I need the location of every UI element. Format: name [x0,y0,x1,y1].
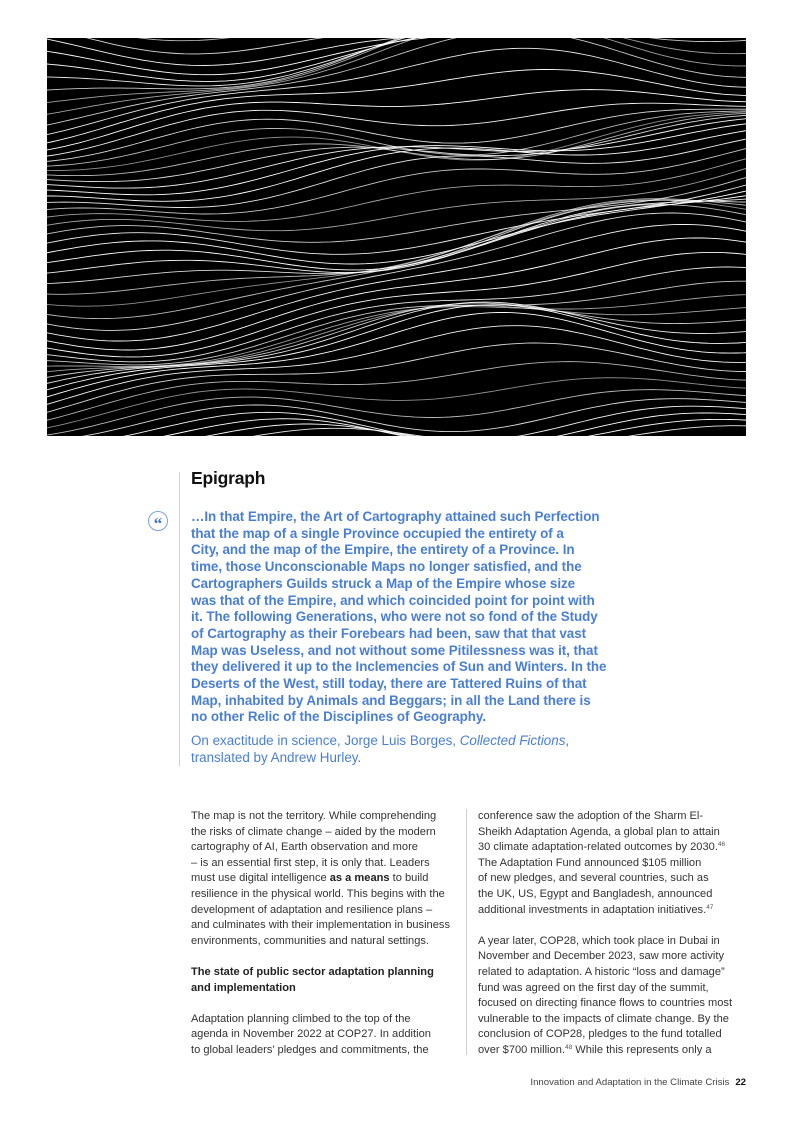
body-line: related to adaptation. A historic “loss and damage” [478,965,725,978]
body-text: While this represents only a [572,1043,712,1056]
body-text: over $700 million. [478,1043,565,1056]
section-subheading [191,965,463,981]
attribution-book-title: Collected Fictions [459,733,566,748]
attribution-suffix: , [565,733,570,748]
footer-title: Innovation and Adaptation in the Climate Crisis [530,1077,730,1088]
epigraph-heading: Epigraph [191,468,266,488]
body-line: Adaptation planning climbed to the top of the [191,1012,411,1025]
body-line [191,871,463,887]
wave-line [47,225,746,342]
page-number: 22 [735,1077,746,1088]
wave-line [47,199,746,274]
wave-line [47,38,746,81]
body-line: The Adaptation Fund announced $105 million [478,856,702,869]
body-line: to global leaders’ pledges and commitments, the [191,1043,429,1056]
quote-line: Cartographers Guilds struck a Map of the Empire whose size [191,575,576,591]
wave-line [47,362,746,423]
quote-line: it. The following Generations, who were not so fond of the Study [191,609,598,625]
body-line: The map is not the territory. While comprehending [191,810,437,822]
quote-line: no other Relic of the Disciplines of Geography. [191,709,487,725]
body-line: conclusion of COP28, pledges to the fund totalled [478,1028,722,1041]
quote-line: Deserts of the West, still today, there are Tattered Ruins of that [191,676,587,692]
body-line: vulnerable to the impacts of climate change. By the [478,1012,729,1025]
section-subheading [191,981,463,997]
wave-line [47,390,746,436]
body-line: November and December 2023, saw more activity [478,950,725,963]
body-line: fund was agreed on the first day of the summit, [478,981,709,994]
quote-line: that the map of a single Province occupied the entirety of a [191,525,564,541]
footnote-ref[interactable]: 48 [564,1043,573,1051]
attribution-translator: translated by Andrew Hurley. [191,749,362,765]
footnote-ref[interactable]: 47 [706,903,714,911]
body-line: Sheikh Adaptation Agenda, a global plan to attain [478,825,720,838]
wave-line [47,176,746,242]
body-text: must use digital intelligence [191,872,330,885]
epigraph-rule [179,472,180,766]
body-text: 30 climate adaptation-related outcomes by 2030. [478,841,718,854]
body-line: focused on directing finance flows to countries most [478,997,733,1010]
wave-line [47,111,746,167]
subheading-line: and implementation [191,981,296,994]
column-divider [466,809,467,1055]
body-line: A year later, COP28, which took place in Dubai in [478,934,720,947]
footnote-ref[interactable]: 46 [717,841,726,849]
wave-line [47,130,746,201]
wave-line [47,200,746,284]
wave-line [47,113,746,176]
epigraph-attribution [191,733,611,766]
body-line: conference saw the adoption of the Sharm El- [478,810,704,822]
quote-icon: “ [148,511,168,531]
wave-line [47,123,746,195]
quote-line: was that of the Empire, and which coincided point for point with [191,592,595,608]
body-line: cartography of AI, Earth observation and more [191,841,418,854]
quote-line: they delivered it up to the Inclemencies of Sun and Winters. In the [191,659,607,675]
quote-line: City, and the map of the Empire, the entirety of a Province. In [191,542,575,558]
wave-line [47,199,746,295]
body-column-right [478,809,750,1059]
body-line [478,903,750,919]
body-line: and culminates with their implementation in business [191,919,450,932]
hero-wave-image [47,38,746,436]
body-line [478,1043,750,1059]
quote-line: …In that Empire, the Art of Cartography attained such Perfection [191,509,600,524]
emphasis-text: as a means [329,872,390,885]
wave-line [47,184,746,255]
body-column-left [191,809,463,1059]
wave-lines-graphic [47,38,746,436]
wave-line [47,38,746,91]
wave-line [47,378,746,430]
body-line: resilience in the physical world. This begins with the [191,887,445,900]
body-line: – is an essential first step, it is only that. Leaders [191,856,430,869]
body-line [478,840,750,856]
quote-line: time, those Unconscionable Maps no longer satisfied, and the [191,559,582,575]
body-line: environments, communities and natural settings. [191,934,430,947]
wave-line [47,109,746,162]
subheading-line: The state of public sector adaptation planning [191,965,434,978]
epigraph-quote [191,509,611,726]
quote-line: Map was Useless, and not without some Pitilessness was it, that [191,642,598,658]
body-line: of new pledges, and several countries, such as [478,872,709,885]
body-line: agenda in November 2022 at COP27. In addition [191,1028,431,1041]
wave-line [47,38,746,116]
wave-line [47,419,746,436]
quote-line: Map, inhabited by Animals and Beggars; in all the Land there is [191,692,591,708]
body-text: additional investments in adaptation initiatives. [478,903,707,916]
body-line: the UK, US, Egypt and Bangladesh, announced [478,887,713,900]
body-text: to build [389,872,429,885]
attribution-prefix: On exactitude in science, Jorge Luis Borges, [191,733,460,748]
body-line: the risks of climate change – aided by the modern [191,825,436,838]
quote-line: of Cartography as their Forebears had been, saw that that vast [191,625,586,641]
wave-line [47,238,746,350]
body-line: development of adaptation and resilience plans – [191,903,433,916]
attribution-line [191,733,611,750]
page-footer [530,1077,746,1088]
